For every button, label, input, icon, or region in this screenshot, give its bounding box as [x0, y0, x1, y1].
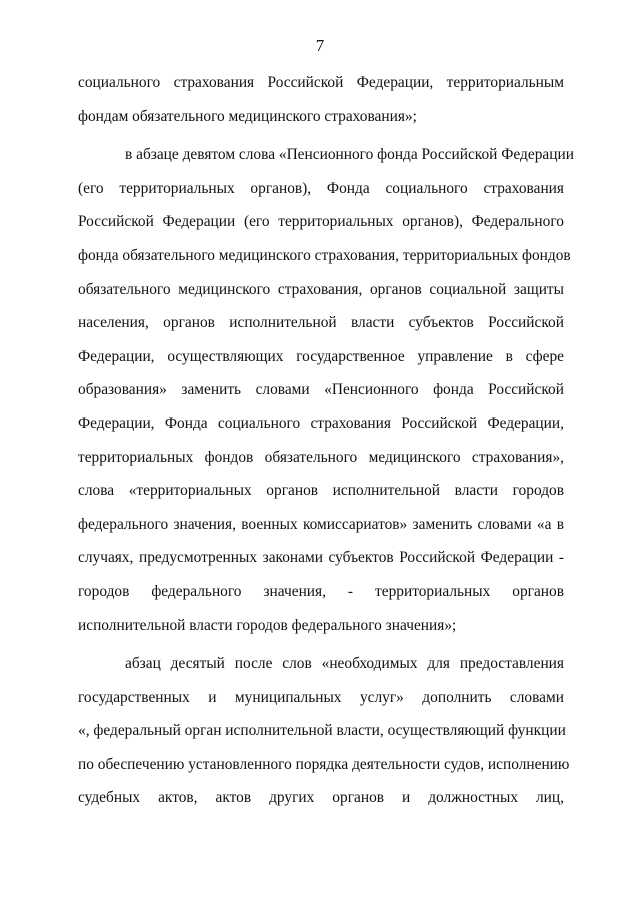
text-line: обязательного медицинского страхования, органов социальной защиты	[78, 280, 564, 298]
text-line: (его территориальных органов), Фонда социального страхования	[78, 179, 564, 197]
text-line: государственных и муниципальных услуг» дополнить словами	[78, 688, 564, 706]
text-line: слова «территориальных органов исполнительной власти городов	[78, 482, 564, 500]
text-line: городов федерального значения, - территориальных органов	[78, 582, 564, 600]
text-line: случаях, предусмотренных законами субъектов Российской Федерации -	[78, 549, 564, 567]
text-line: абзац десятый после слов «необходимых для предоставления	[125, 655, 564, 673]
text-line: «, федеральный орган исполнительной власти, осуществляющий функции	[78, 722, 566, 740]
text-line: Российской Федерации (его территориальных органов), Федерального	[78, 213, 564, 231]
text-line: фондам обязательного медицинского страхования»;	[78, 107, 417, 125]
text-line: Федерации, Фонда социального страхования Российской Федерации,	[78, 414, 564, 432]
text-line: судебных актов, актов других органов и должностных лиц,	[78, 789, 564, 807]
text-line: Федерации, осуществляющих государственное управление в сфере	[78, 347, 564, 365]
text-line: социального страхования Российской Федерации, территориальным	[78, 74, 564, 91]
paragraph	[78, 72, 564, 139]
text-line: образования» заменить словами «Пенсионного фонда Российской	[78, 381, 564, 399]
paragraph	[78, 144, 574, 648]
text-line: территориальных фондов обязательного медицинского страхования»,	[78, 448, 564, 466]
text-line: исполнительной власти городов федерального значения»;	[78, 616, 457, 634]
page-number: 7	[315, 36, 325, 55]
text-line: населения, органов исполнительной власти субъектов Российской	[78, 314, 564, 332]
text-line: фонда обязательного медицинского страхования, территориальных фондов	[78, 246, 571, 264]
paragraph	[78, 653, 570, 821]
text-line: в абзаце девятом слова «Пенсионного фонда Российской Федерации	[125, 146, 574, 164]
text-line: федерального значения, военных комиссариатов» заменить словами «а в	[78, 515, 564, 533]
document-body	[78, 72, 574, 821]
text-line: по обеспечению установленного порядка деятельности судов, исполнению	[78, 755, 570, 773]
